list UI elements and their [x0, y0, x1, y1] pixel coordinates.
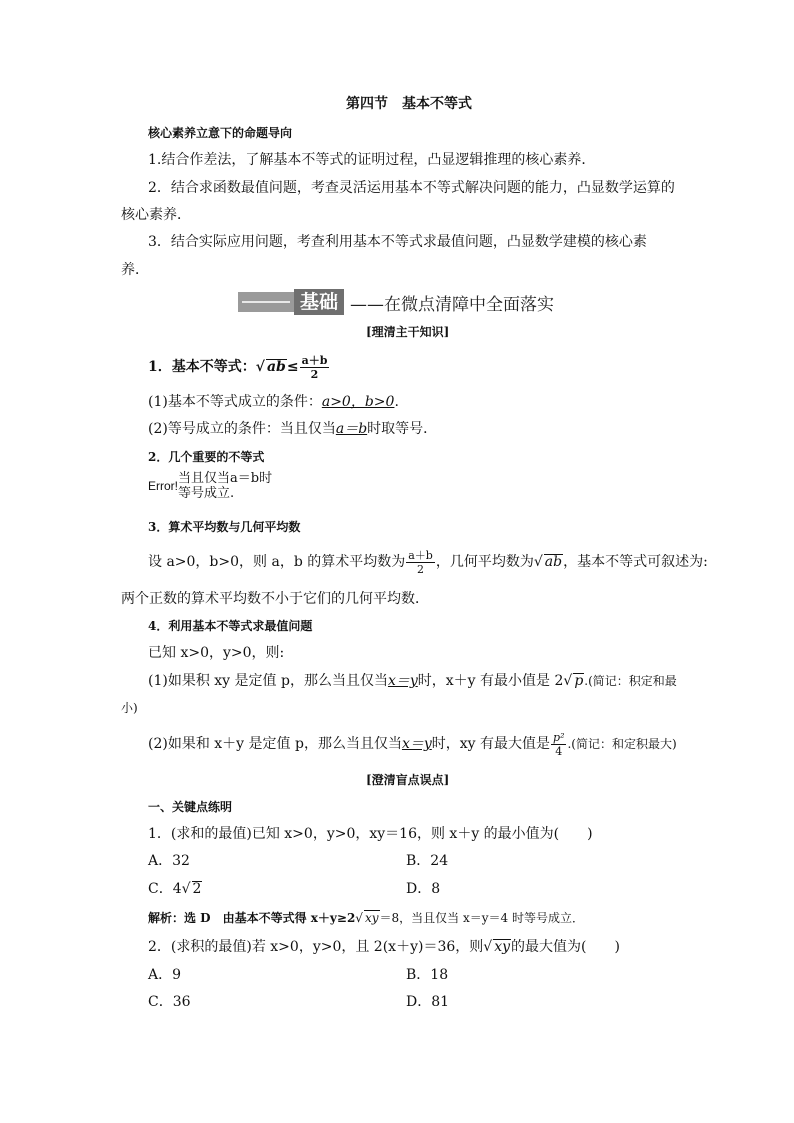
q1-solution — [148, 909, 584, 927]
k2-note — [178, 471, 272, 501]
sqrt-symbol: √ — [563, 673, 573, 689]
section-heading-clarify: [澄清盲点误点] — [366, 773, 450, 787]
q1-option-d: D．8 — [406, 881, 441, 897]
k1-label: 1．基本不等式： — [148, 359, 256, 375]
sqrt-symbol: √ — [533, 554, 543, 570]
k1-cond — [148, 393, 399, 411]
q2-a: 2．(求积的最值)若 x>0，y>0，且 2(x＋y)＝36，则 — [148, 939, 484, 955]
k1-cond-dot: . — [394, 394, 399, 410]
core-item-2b: 核心素养． — [121, 207, 191, 223]
k2-label: 2．几个重要的不等式 — [148, 450, 265, 464]
page-title: 第四节 基本不等式 — [346, 96, 472, 112]
q1-solution-sqrt: xy — [364, 911, 379, 925]
k1-den: 2 — [310, 367, 319, 381]
k4-p1-u: x＝y — [387, 673, 418, 689]
section-heading-knowledge: [理清主干知识] — [366, 325, 450, 339]
k1-leq: ≤ — [286, 359, 299, 375]
k4-p1-note: .(简记：积定和最 — [584, 674, 677, 688]
q2-option-b: B．18 — [406, 967, 449, 983]
k2-line2: 等号成立. — [178, 486, 235, 501]
banner-subtitle: ——在微点清障中全面落实 — [350, 294, 555, 315]
core-item-3b: 养． — [121, 262, 149, 278]
k4-p2-den: 4 — [555, 744, 563, 758]
k4-p2-note: .(简记：和定积最大) — [567, 737, 677, 751]
k4-p2-b: 时，xy 有最大值是 — [431, 736, 551, 752]
k4-p1 — [148, 672, 677, 690]
banner-key: 基础 — [294, 289, 344, 315]
k3-t1: 设 a>0，b>0，则 a，b 的算术平均数为 — [148, 554, 406, 570]
q1-option-b: B．24 — [406, 853, 449, 869]
k4-label: 4．利用基本不等式求最值问题 — [148, 619, 313, 633]
practice-heading: 一、关键点练明 — [148, 800, 233, 814]
core-item-1: 1.结合作差法，了解基本不等式的证明过程，凸显逻辑推理的核心素养． — [148, 152, 596, 168]
k4-p2 — [148, 727, 677, 761]
k3-t3: ，基本不等式可叙述为: — [563, 554, 708, 570]
q2-option-c: C．36 — [148, 994, 191, 1010]
q1-option-a: A．32 — [148, 853, 190, 869]
k3-fraction — [406, 549, 435, 576]
q2-b: 的最大值为( ) — [511, 939, 620, 955]
core-item-2a: 2．结合求函数最值问题，考查灵活运用基本不等式解决问题的能力，凸显数学运算的 — [148, 180, 675, 196]
question-1: 1．(求和的最值)已知 x>0，y>0，xy＝16，则 x＋y 的最小值为( ) — [148, 826, 593, 842]
q2-option-d: D．81 — [406, 994, 450, 1010]
k1-sqrt: ab — [266, 359, 286, 375]
core-heading: 核心素养立意下的命题导向 — [148, 126, 293, 140]
k3-sqrt: ab — [544, 554, 563, 570]
k4-p2-u: x＝y — [401, 736, 432, 752]
k1-row — [148, 350, 330, 384]
k1-eq-value: a＝b — [335, 421, 368, 437]
q1-option-c-sqrt: 2 — [192, 881, 202, 897]
q1-option-c — [148, 880, 202, 898]
k1-cond-value: a>0，b>0 — [321, 394, 395, 410]
k2-body — [148, 471, 272, 501]
sqrt-symbol: √ — [355, 911, 363, 925]
k1-num: a＋b — [301, 353, 328, 367]
k3-label: 3．算术平均数与几何平均数 — [148, 520, 301, 534]
k4-p1-a: (1)如果积 xy 是定值 p，那么当且仅当 — [148, 673, 388, 689]
k3-t4: 两个正数的算术平均数不小于它们的几何平均数． — [121, 591, 429, 607]
section-banner — [238, 289, 554, 315]
question-2 — [148, 938, 620, 956]
sqrt-symbol: √ — [255, 359, 265, 375]
k2-line1: 当且仅当a＝b时 — [178, 471, 273, 486]
k2-error: Error! — [148, 479, 178, 493]
k4-given: 已知 x>0，y>0，则: — [148, 645, 285, 661]
k4-p2-a: (2)如果和 x＋y 是定值 p，那么当且仅当 — [148, 736, 402, 752]
k3-t2: ，几何平均数为 — [435, 554, 534, 570]
k1-fraction — [300, 354, 330, 381]
q1-solution-a: 解析：选 D 由基本不等式得 x＋y≥2 — [148, 911, 356, 925]
k4-p2-num: p² — [553, 730, 565, 744]
q2-sqrt: xy — [494, 939, 510, 955]
q1-solution-b: ＝8，当且仅当 x＝y＝4 时等号成立． — [379, 911, 584, 925]
k1-eq-label: (2)等号成立的条件：当且仅当 — [148, 421, 336, 437]
k1-eq — [148, 420, 437, 438]
k1-eq-tail: 时取等号． — [367, 421, 438, 437]
banner-decor-bar — [238, 292, 294, 312]
k4-p1-sqrt: p — [574, 673, 584, 689]
sqrt-symbol: √ — [181, 881, 191, 897]
k4-p2-fraction — [551, 731, 566, 758]
q2-option-a: A．9 — [148, 967, 182, 983]
k4-p1-note2: 小) — [121, 701, 138, 715]
k3-row — [148, 545, 708, 579]
k3-num: a＋b — [408, 548, 433, 562]
k4-p1-b: 时，x＋y 有最小值是 2 — [417, 673, 564, 689]
sqrt-symbol: √ — [483, 939, 493, 955]
core-item-3a: 3．结合实际应用问题，考查利用基本不等式求最值问题，凸显数学建模的核心素 — [148, 234, 647, 250]
q1-option-c-label: C．4 — [148, 881, 182, 897]
k3-den: 2 — [417, 562, 425, 576]
k1-cond-label: (1)基本不等式成立的条件： — [148, 394, 322, 410]
